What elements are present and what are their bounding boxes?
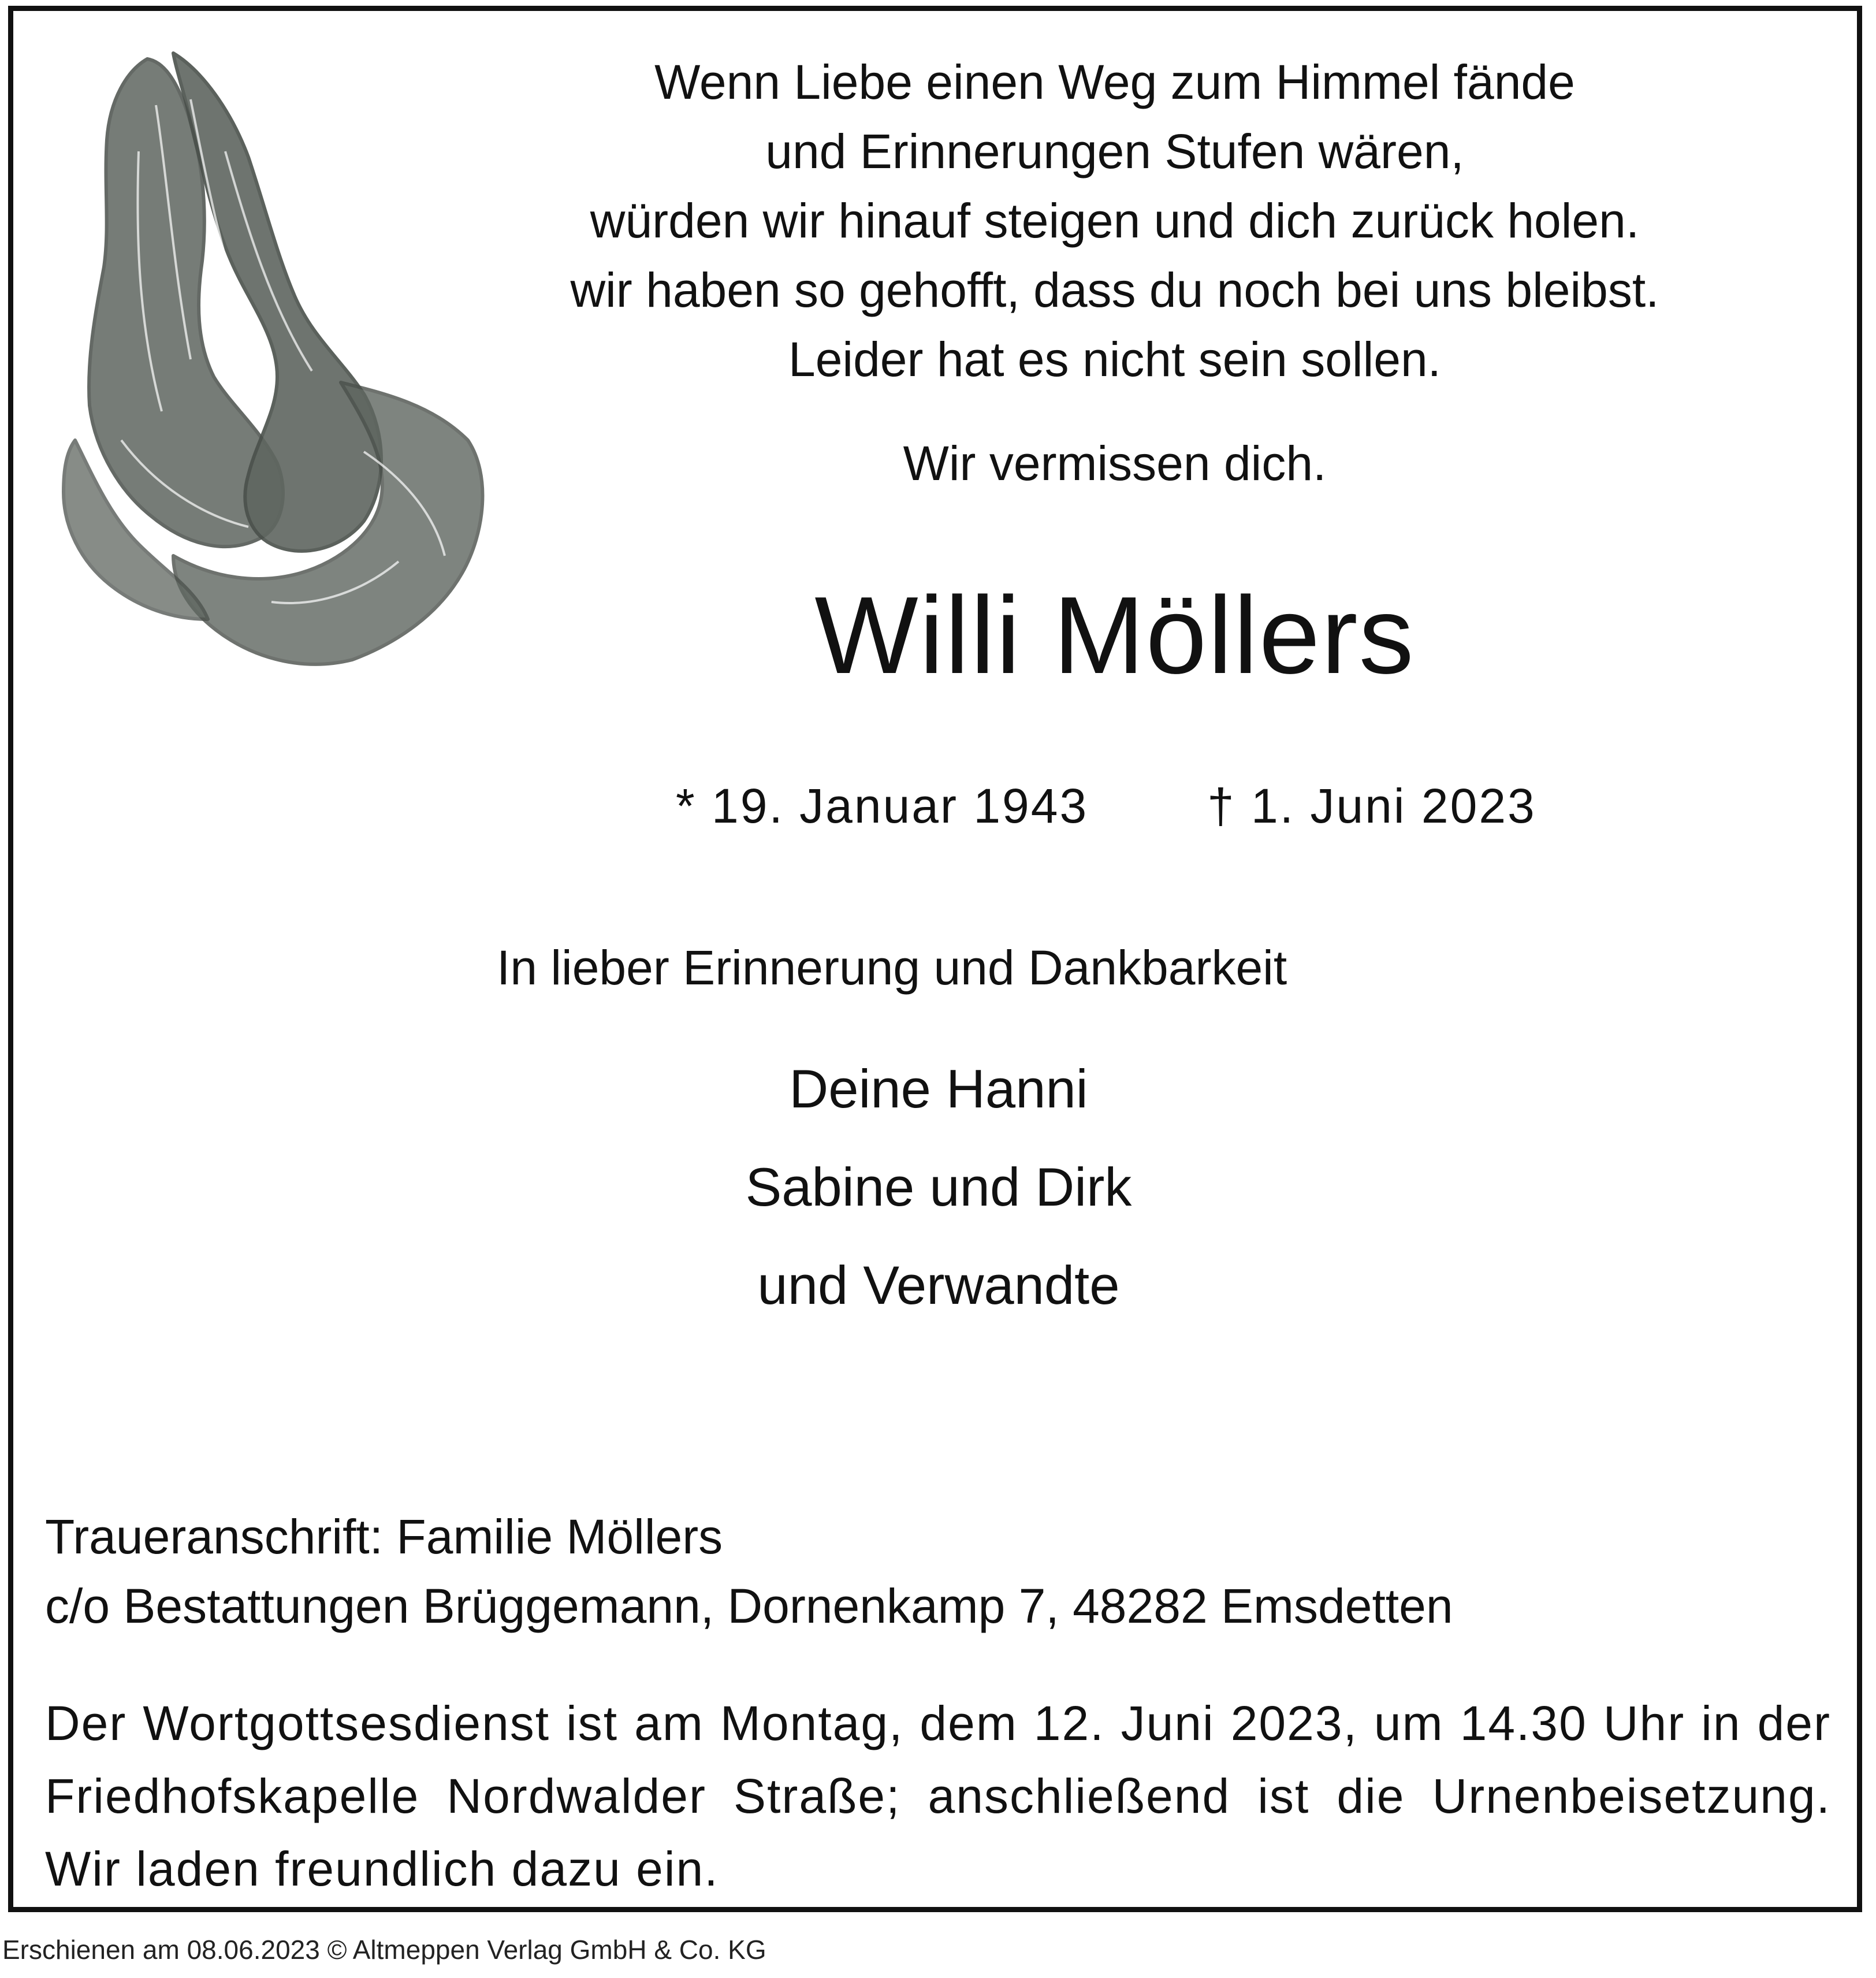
poem (474, 47, 1756, 394)
poem-line: Leider hat es nicht sein sollen. (788, 332, 1442, 386)
remembrance-line: In lieber Erinnerung und Dankbarkeit (497, 940, 1287, 995)
address-line: Traueranschrift: Familie Möllers (45, 1509, 723, 1564)
poem-line: und Erinnerungen Stufen wären, (765, 124, 1464, 179)
poem-line: würden wir hinauf steigen und dich zurück holen. (590, 194, 1640, 248)
praying-hands-icon (40, 36, 491, 677)
death-date: † 1. Juni 2023 (1207, 779, 1536, 833)
poem-line: Wenn Liebe einen Weg zum Himmel fände (654, 55, 1575, 109)
birth-date: * 19. Januar 1943 (676, 779, 1089, 833)
service-notice: Der Wortgottsesdienst ist am Montag, dem 12. Juni 2023, um 14.30 Uhr in der Friedhofskapelle Nordwalder Straße; anschließend ist die Urnenbeisetzung. Wir laden freundlich dazu ein. (45, 1696, 1831, 1896)
mourner-name: und Verwandte (757, 1255, 1120, 1315)
poem-closing: Wir vermissen dich. (903, 436, 1327, 490)
deceased-name: Willi Möllers (814, 574, 1415, 697)
mourner-name: Sabine und Dirk (745, 1157, 1132, 1217)
publication-footer: Erschienen am 08.06.2023 © Altmeppen Verlag GmbH & Co. KG (2, 1935, 766, 1965)
poem-line: wir haben so gehofft, dass du noch bei uns bleibst. (570, 263, 1659, 317)
address-line: c/o Bestattungen Brüggemann, Dornenkamp 7, 48282 Emsdetten (45, 1579, 1453, 1633)
mourning-address (45, 1502, 1453, 1641)
mourner-name: Deine Hanni (789, 1058, 1088, 1119)
